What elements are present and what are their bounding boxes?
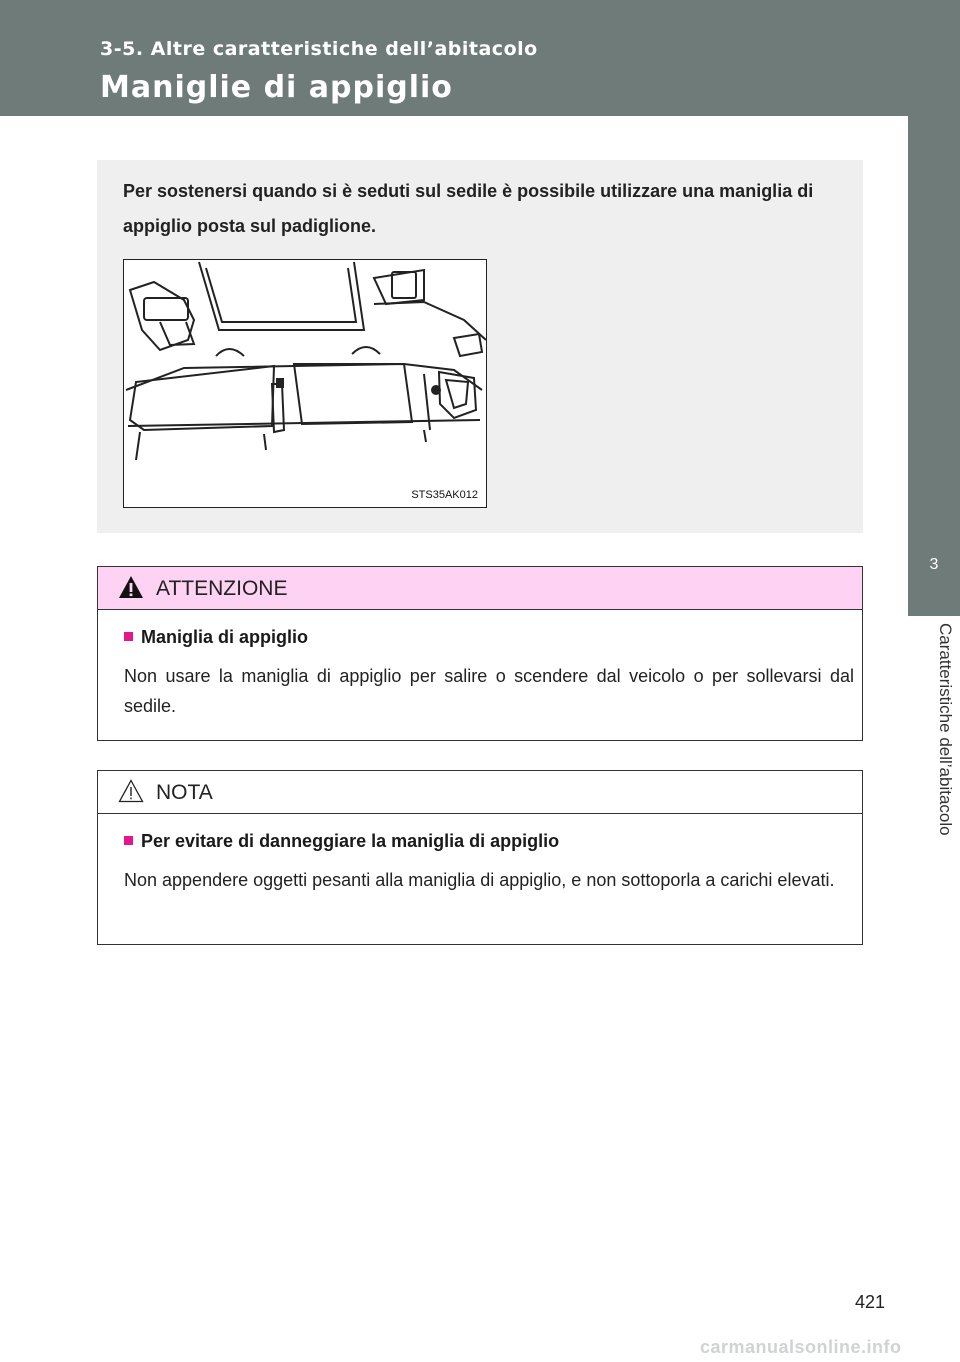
bullet-square-icon: [124, 632, 133, 641]
caution-outline-icon: [118, 779, 144, 803]
bullet-square-icon: [124, 836, 133, 845]
page-title: Maniglie di appiglio: [100, 70, 453, 105]
intro-box: [97, 160, 863, 533]
warning-triangle-icon: [118, 575, 144, 599]
note-item-title-text: Per evitare di danneggiare la maniglia di appiglio: [141, 831, 560, 851]
warning-header: [98, 567, 862, 610]
warning-item-title: [124, 627, 308, 648]
page-number: 421: [855, 1292, 886, 1312]
watermark: carmanualsonline.info: [700, 1337, 902, 1357]
note-body: Non appendere oggetti pesanti alla maniglia di appiglio, e non sottoporla a carichi elevati.: [124, 870, 835, 890]
warning-title: ATTENZIONE: [156, 577, 288, 600]
vehicle-interior-drawing: [124, 260, 486, 507]
note-box: [97, 770, 863, 945]
chapter-label-text: Caratteristiche dell’abitacolo: [936, 623, 955, 836]
intro-text: Per sostenersi quando si è seduti sul sedile è possibile utilizzare una maniglia di appiglio posta sul padiglione.: [123, 181, 814, 236]
warning-box: [97, 566, 863, 741]
section-label: 3-5. Altre caratteristiche dell’abitacolo: [100, 38, 538, 60]
chapter-number: 3: [929, 556, 939, 573]
figure-code: STS35AK012: [411, 489, 478, 501]
note-title: NOTA: [156, 781, 213, 804]
note-item-title: [124, 831, 559, 852]
page-header: [0, 0, 960, 116]
grab-handle-illustration: [123, 259, 487, 508]
note-header: [98, 771, 862, 814]
chapter-label: [895, 623, 960, 893]
warning-body: Non usare la maniglia di appiglio per salire o scendere dal veicolo o per sollevarsi dal sedile.: [124, 666, 854, 716]
chapter-tab[interactable]: [908, 116, 960, 616]
warning-item-title-text: Maniglia di appiglio: [141, 627, 309, 647]
